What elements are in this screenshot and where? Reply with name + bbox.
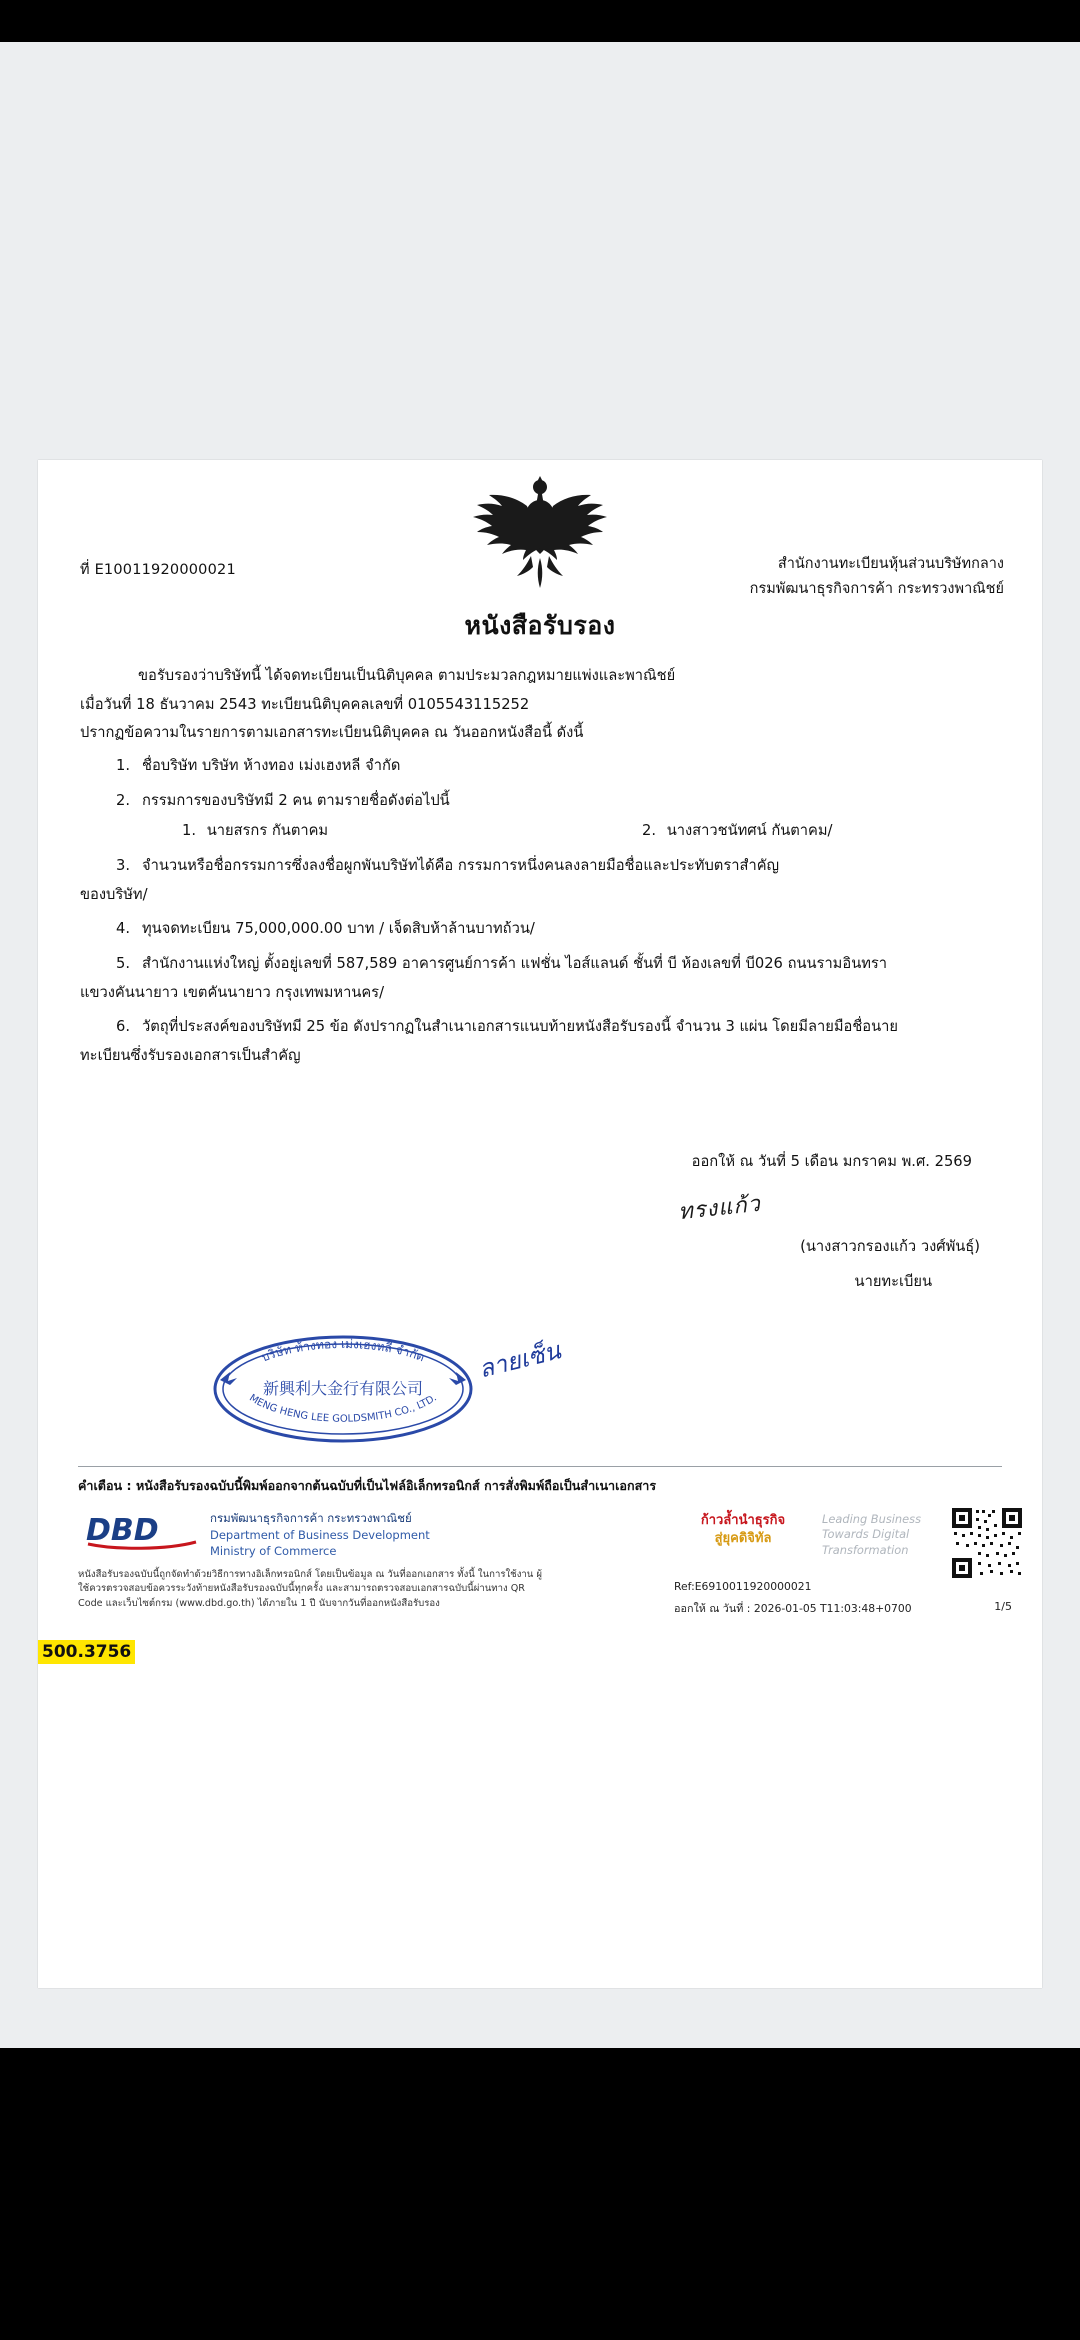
dbd-department-text [210, 1510, 430, 1560]
highlighted-value: 500.3756 [38, 1640, 135, 1664]
registration-date-line: เมื่อวันที่ 18 ธันวาคม 2543 ทะเบียนนิติบุคคลเลขที่ 0105543115252 [80, 695, 530, 713]
item-head-office: สำนักงานแห่งใหญ่ ตั้งอยู่เลขที่ 587,589 อาคารศูนย์การค้า แฟชั่น ไอส์แลนด์ ชั้นที่ บี ห้องเลขที่ บี026 ถนนรามอินทรา แขวงคันนายาว เขตคันนายาว กรุงเทพมหานคร/ [142, 950, 1002, 1007]
office-line-1: สำนักงานทะเบียนหุ้นส่วนบริษัทกลาง [777, 556, 1004, 572]
svg-text:DBD: DBD [86, 1513, 159, 1548]
reference-number: Ref:E6910011920000021 [674, 1580, 812, 1593]
director-2 [642, 817, 833, 846]
office-line-2: กรมพัฒนาธุรกิจการค้า กระทรวงพาณิชย์ [749, 581, 1004, 598]
item-objectives-cont: ทะเบียนซึ่งรับรองเอกสารเป็นสำคัญ [80, 1046, 301, 1064]
svg-text:MENG HENG LEE GOLDSMITH CO., L: MENG HENG LEE GOLDSMITH CO., LTD. [247, 1392, 439, 1425]
svg-text:บริษัท ห้างทอง เม่งเฮงหลี จำกั: บริษัท ห้างทอง เม่งเฮงหลี จำกัด [259, 1336, 427, 1365]
footer-divider [78, 1466, 1002, 1467]
document-body [80, 662, 1002, 1077]
brand-slogan-en-2: Towards Digital [822, 1527, 910, 1542]
issue-date-line: ออกให้ ณ วันที่ 5 เดือน มกราคม พ.ศ. 2569 [691, 1153, 972, 1170]
certificate-document[interactable] [38, 460, 1042, 1988]
dbd-en-2: Ministry of Commerce [210, 1544, 337, 1559]
issuing-office [750, 552, 1004, 603]
brand-slogan-th-1: ก้าวล้ำนำธุรกิจ [700, 1513, 786, 1528]
issued-timestamp: ออกให้ ณ วันที่ : 2026-01-05 T11:03:48+0700 [674, 1602, 912, 1615]
qr-code[interactable] [950, 1506, 1024, 1580]
registrar-name: (นางสาวกรองแก้ว วงศ์พันธุ์) [800, 1238, 980, 1255]
seal-signature: ลายเซ็น [475, 1336, 564, 1384]
page-number: 1/5 [994, 1600, 1012, 1613]
brand-slogan-th [678, 1512, 808, 1547]
brand-slogan-th-2: สู่ยุคดิจิทัล [714, 1530, 772, 1546]
item-binding-signature-cont: ของบริษัท/ [80, 885, 148, 903]
item-directors: กรรมการของบริษัทมี 2 คน ตามรายชื่อดังต่อไปนี้ 1. นายสรกร กันตาคม 2. นางสาวชนัทศน์ กันตาคม/ [142, 787, 1002, 846]
dbd-en-1: Department of Business Development [210, 1527, 430, 1542]
director-1-name: นายสรกร กันตาคม [206, 822, 329, 840]
director-2-number: 2. [642, 822, 657, 840]
footer-fine-print: หนังสือรับรองฉบับนี้ถูกจัดทำด้วยวิธีการทางอิเล็กทรอนิกส์ โดยเป็นข้อมูล ณ วันที่ออกเอกสาร ทั้งนี้ ในการใช้งาน ผู้ใช้ควรตรวจสอบข้อควรระวังท้ายหนังสือรับรองฉบับนี้ทุกครั้ง และสามารถตรวจสอบเอกสารฉบับนี้ผ่านทาง QR Code และเว็บไซต์กรม (www.dbd.go.th) ได้ภายใน 1 ปี นับจากวันที่ออกหนังสือรับรอง [78, 1569, 542, 1609]
document-title: หนังสือรับรอง [464, 611, 616, 640]
footer-caution: คำเตือน : หนังสือรับรองฉบับนี้พิมพ์ออกจากต้นฉบับที่เป็นไฟล์อิเล็กทรอนิกส์ การสั่งพิมพ์ถือเป็นสำเนาเอกสาร [78, 1478, 657, 1493]
item-company-name: ชื่อบริษัท บริษัท ห้างทอง เม่งเฮงหลี จำกัด [142, 756, 401, 774]
garuda-emblem [465, 472, 615, 592]
company-seal [208, 1330, 478, 1448]
preamble-line: ปรากฏข้อความในรายการตามเอกสารทะเบียนนิติบุคคล ณ วันออกหนังสือนี้ ดังนี้ [80, 724, 584, 742]
brand-slogan-en-1: Leading Business [822, 1512, 922, 1526]
director-2-name: นางสาวชนัทศน์ กันตาคม/ [666, 822, 833, 840]
registrar-title: นายทะเบียน [854, 1273, 932, 1290]
certificate-items [80, 752, 1002, 1071]
director-row [142, 817, 1002, 846]
brand-slogan-en-3: Transformation [822, 1542, 909, 1557]
registrar-signature: ทรงแก้ว [677, 1191, 763, 1226]
item-objectives: วัตถุที่ประสงค์ของบริษัทมี 25 ข้อ ดังปรากฏในสำเนาเอกสารแนบท้ายหนังสือรับรองนี้ จำนวน 3 แผ่น โดยมีลายมือชื่อนาย ทะเบียนซึ่งรับรองเอกสารเป็นสำคัญ [142, 1013, 1002, 1070]
brand-slogan-en [822, 1512, 921, 1558]
dbd-th: กรมพัฒนาธุรกิจการค้า กระทรวงพาณิชย์ [210, 1511, 412, 1525]
item-head-office-cont: แขวงคันนายาว เขตคันนายาว กรุงเทพมหานคร/ [80, 983, 385, 1001]
dbd-logo [86, 1512, 198, 1550]
document-number: ที่ E10011920000021 [80, 562, 236, 578]
item-registered-capital: ทุนจดทะเบียน 75,000,000.00 บาท / เจ็ดสิบห้าล้านบาทถ้วน/ [142, 920, 535, 938]
svg-text:新興利大金行有限公司: 新興利大金行有限公司 [262, 1379, 424, 1398]
item-binding-signature: จำนวนหรือชื่อกรรมการซึ่งลงชื่อผูกพันบริษัทได้คือ กรรมการหนึ่งคนลงลายมือชื่อและประทับตราสำคัญ ของบริษัท/ [142, 852, 1002, 909]
director-1-number: 1. [182, 822, 197, 840]
intro-paragraph: ขอรับรองว่าบริษัทนี้ ได้จดทะเบียนเป็นนิติบุคคล ตามประมวลกฎหมายแพ่งและพาณิชย์ [138, 667, 676, 684]
